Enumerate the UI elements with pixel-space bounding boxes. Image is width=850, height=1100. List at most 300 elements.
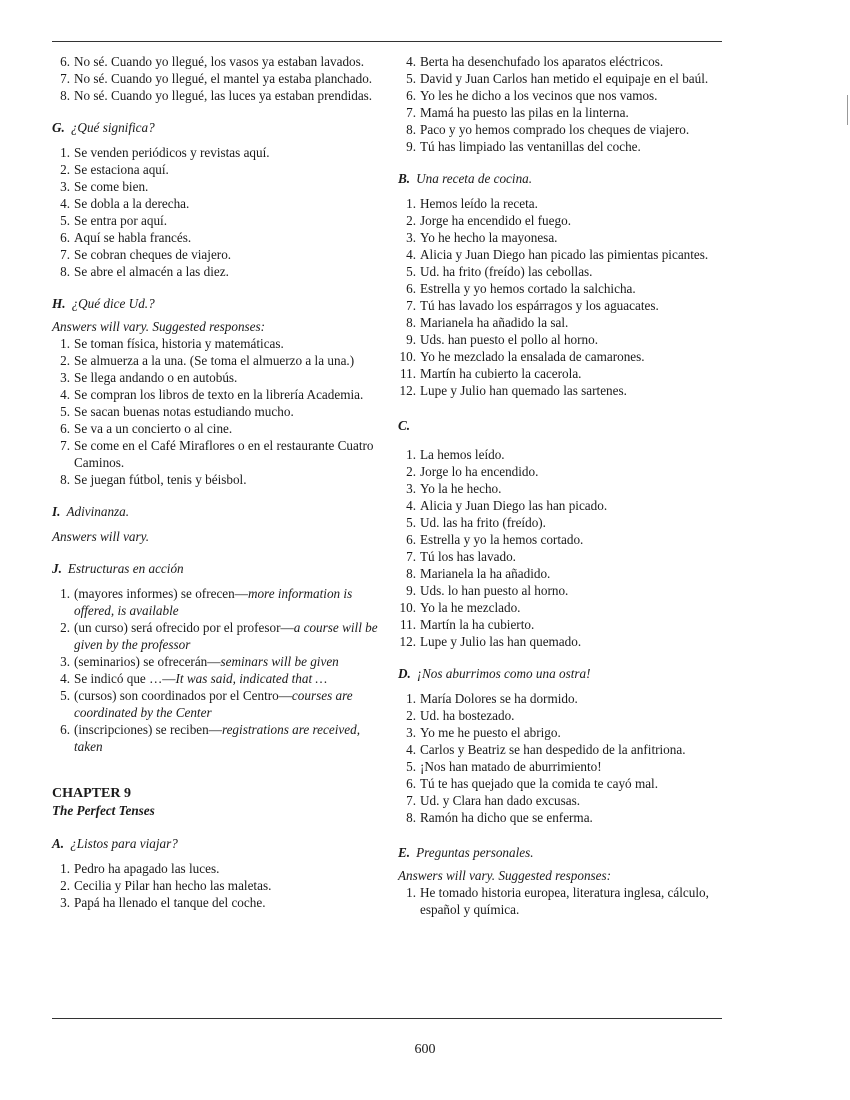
item-english-gloss: a course will be given by the professor (74, 620, 378, 652)
section-j-heading (52, 560, 382, 577)
list-item (398, 280, 723, 297)
item-spanish: Hemos leído la receta. (420, 196, 538, 211)
item-spanish: Lupe y Julio han quemado las sartenes. (420, 383, 627, 398)
list-item (52, 263, 382, 280)
list-item (398, 480, 723, 497)
item-english-gloss: It was said, indicated that … (175, 671, 328, 686)
item-spanish: Tú los has lavado. (420, 549, 516, 564)
item-spanish: Ud. ha bostezado. (420, 708, 515, 723)
item-number: 4. (406, 742, 416, 757)
item-number: 8. (406, 810, 416, 825)
list-item (398, 690, 723, 707)
item-text (420, 104, 723, 121)
item-spanish: Pedro ha apagado las luces. (74, 861, 220, 876)
list-item (52, 87, 382, 104)
item-number: 3. (406, 230, 416, 245)
item-text (420, 690, 723, 707)
section-d-heading (398, 665, 723, 682)
item-text (420, 565, 723, 582)
item-text (420, 480, 723, 497)
item-text (420, 463, 723, 480)
item-number: 8. (406, 566, 416, 581)
section-title: Una receta de cocina. (416, 171, 533, 186)
item-number: 6. (406, 88, 416, 103)
list-item (398, 809, 723, 826)
list-item (52, 335, 382, 352)
item-text (420, 582, 723, 599)
list-item (52, 386, 382, 403)
item-spanish: No sé. Cuando yo llegué, el mantel ya estaba planchado. (74, 71, 373, 86)
item-number: 2. (406, 213, 416, 228)
list-item (52, 687, 382, 721)
chapter-subtitle: The Perfect Tenses (52, 803, 155, 818)
list-item (52, 369, 382, 386)
item-spanish: Se estaciona aquí. (74, 162, 169, 177)
item-number: 4. (60, 387, 70, 402)
list-continued-right (398, 53, 723, 155)
list-item (398, 104, 723, 121)
section-title: ¡Nos aburrimos como una ostra! (416, 666, 591, 681)
list-item (398, 314, 723, 331)
item-text (420, 741, 723, 758)
item-text (74, 263, 382, 280)
list-item (52, 653, 382, 670)
item-number: 12. (399, 383, 416, 398)
item-number: 8. (60, 264, 70, 279)
list-item (52, 246, 382, 263)
list-item (52, 420, 382, 437)
list-item (398, 582, 723, 599)
item-number: 5. (406, 71, 416, 86)
list-item (52, 894, 382, 911)
item-number: 6. (60, 230, 70, 245)
item-spanish: Se venden periódicos y revistas aquí. (74, 145, 270, 160)
item-number: 8. (406, 122, 416, 137)
item-spanish: Jorge ha encendido el fuego. (420, 213, 571, 228)
list-section-a (52, 860, 382, 911)
item-spanish: No sé. Cuando yo llegué, las luces ya estaban prendidas. (74, 88, 373, 103)
section-e-note: Answers will vary. Suggested responses: (398, 868, 612, 883)
item-number: 3. (60, 370, 70, 385)
item-spanish: Alicia y Juan Diego las han picado. (420, 498, 608, 513)
list-item (398, 497, 723, 514)
list-item (52, 670, 382, 687)
item-number: 7. (60, 247, 70, 262)
section-title: Preguntas personales. (416, 845, 534, 860)
section-e-heading (398, 844, 723, 861)
section-letter: B. (398, 171, 411, 186)
item-number: 8. (60, 472, 70, 487)
item-text (420, 297, 723, 314)
section-i-note: Answers will vary. (52, 529, 150, 544)
item-spanish: Yo me he puesto el abrigo. (420, 725, 561, 740)
item-number: 5. (406, 264, 416, 279)
item-number: 6. (60, 54, 70, 69)
item-text (74, 87, 382, 104)
item-number: 6. (406, 532, 416, 547)
list-item (52, 70, 382, 87)
item-spanish: Carlos y Beatriz se han despedido de la anfitriona. (420, 742, 686, 757)
list-item (398, 212, 723, 229)
item-text (420, 212, 723, 229)
item-spanish: Marianela la ha añadido. (420, 566, 551, 581)
item-number: 6. (406, 281, 416, 296)
item-number: 4. (406, 54, 416, 69)
item-spanish: (un curso) será ofrecido por el profesor— (74, 620, 294, 635)
item-spanish: Ramón ha dicho que se enferma. (420, 810, 593, 825)
item-number: 2. (60, 162, 70, 177)
list-item (398, 633, 723, 650)
item-spanish: Se come bien. (74, 179, 149, 194)
list-section-j (52, 585, 382, 755)
item-text (420, 121, 723, 138)
item-text (74, 195, 382, 212)
section-letter: C. (398, 418, 411, 433)
list-item (398, 229, 723, 246)
item-text (74, 894, 382, 911)
section-title: Adivinanza. (66, 504, 130, 519)
list-section-g (52, 144, 382, 280)
list-item (52, 229, 382, 246)
item-spanish: Se almuerza a la una. (Se toma el almuerzo a la una.) (74, 353, 355, 368)
item-text (420, 263, 723, 280)
page-number: 600 (414, 1042, 436, 1057)
item-text (420, 195, 723, 212)
item-number: 7. (60, 71, 70, 86)
item-spanish: Tú has limpiado las ventanillas del coche. (420, 139, 641, 154)
section-letter: E. (398, 845, 411, 860)
item-number: 3. (406, 481, 416, 496)
list-continued-left (52, 53, 382, 104)
item-number: 9. (406, 583, 416, 598)
section-c-heading (398, 417, 723, 434)
item-number: 3. (60, 895, 70, 910)
item-number: 2. (60, 620, 70, 635)
item-text (74, 860, 382, 877)
item-number: 2. (60, 353, 70, 368)
item-text (420, 87, 723, 104)
item-number: 2. (406, 708, 416, 723)
list-section-d (398, 690, 723, 826)
item-spanish: (cursos) son coordinados por el Centro— (74, 688, 292, 703)
item-spanish: La hemos leído. (420, 447, 505, 462)
item-number: 6. (60, 722, 70, 737)
item-number: 8. (406, 315, 416, 330)
item-text (74, 670, 382, 687)
item-text (420, 548, 723, 565)
list-item (398, 565, 723, 582)
list-item (52, 352, 382, 369)
scan-margin-mark (847, 95, 848, 125)
item-text (74, 420, 382, 437)
item-text (74, 437, 382, 471)
item-spanish: Berta ha desenchufado los aparatos eléctricos. (420, 54, 664, 69)
item-number: 6. (60, 421, 70, 436)
section-b-heading (398, 170, 723, 187)
item-spanish: Se sacan buenas notas estudiando mucho. (74, 404, 294, 419)
right-column (398, 53, 723, 918)
list-item (52, 144, 382, 161)
item-text (420, 348, 723, 365)
item-number: 7. (60, 438, 70, 453)
item-number: 7. (406, 105, 416, 120)
item-number: 9. (406, 139, 416, 154)
item-text (420, 365, 723, 382)
list-item (398, 297, 723, 314)
item-spanish: Se dobla a la derecha. (74, 196, 190, 211)
list-section-b (398, 195, 723, 399)
item-spanish: Estrella y yo la hemos cortado. (420, 532, 584, 547)
item-spanish: Papá ha llenado el tanque del coche. (74, 895, 266, 910)
item-spanish: Uds. lo han puesto al horno. (420, 583, 569, 598)
section-letter: H. (52, 296, 66, 311)
item-spanish: Tú has lavado los espárragos y los aguacates. (420, 298, 659, 313)
list-section-e (398, 884, 723, 918)
list-item (398, 599, 723, 616)
item-number: 9. (406, 332, 416, 347)
item-text (74, 161, 382, 178)
item-text (74, 178, 382, 195)
item-text (74, 144, 382, 161)
item-spanish: (inscripciones) se reciben— (74, 722, 222, 737)
list-item (398, 446, 723, 463)
item-text (74, 721, 382, 755)
item-text (74, 471, 382, 488)
item-spanish: Alicia y Juan Diego han picado las pimientas picantes. (420, 247, 709, 262)
list-item (52, 437, 382, 471)
item-text (420, 314, 723, 331)
list-item (52, 877, 382, 894)
item-text (420, 446, 723, 463)
item-number: 1. (406, 691, 416, 706)
item-number: 4. (60, 196, 70, 211)
item-number: 5. (406, 759, 416, 774)
list-item (398, 263, 723, 280)
item-spanish: Se toman física, historia y matemáticas. (74, 336, 284, 351)
item-text (74, 70, 382, 87)
list-item (52, 721, 382, 755)
left-column (52, 53, 382, 911)
list-item (398, 246, 723, 263)
list-item (398, 884, 723, 918)
item-text (74, 585, 382, 619)
item-spanish: Se come en el Café Miraflores o en el restaurante Cuatro Caminos. (74, 438, 374, 470)
item-text (74, 352, 382, 369)
list-item (398, 741, 723, 758)
item-spanish: Yo la he hecho. (420, 481, 502, 496)
item-spanish: Cecilia y Pilar han hecho las maletas. (74, 878, 272, 893)
list-item (52, 619, 382, 653)
item-text (420, 514, 723, 531)
item-text (420, 138, 723, 155)
section-title: ¿Listos para viajar? (70, 836, 178, 851)
list-item (398, 53, 723, 70)
item-text (74, 877, 382, 894)
item-spanish: Tú te has quejado que la comida te cayó mal. (420, 776, 659, 791)
list-item (398, 382, 723, 399)
item-number: 5. (60, 404, 70, 419)
list-section-h (52, 335, 382, 488)
item-text (74, 369, 382, 386)
list-item (398, 758, 723, 775)
chapter-heading: CHAPTER 9 (52, 786, 131, 801)
section-h-heading (52, 295, 382, 312)
item-spanish: (mayores informes) se ofrecen— (74, 586, 248, 601)
list-item (398, 463, 723, 480)
item-text (74, 212, 382, 229)
item-text (420, 809, 723, 826)
list-item (398, 514, 723, 531)
list-item (398, 70, 723, 87)
list-item (52, 53, 382, 70)
section-letter: G. (52, 120, 65, 135)
item-text (420, 724, 723, 741)
section-letter: J. (52, 561, 62, 576)
list-item (398, 138, 723, 155)
list-item (398, 121, 723, 138)
item-spanish: (seminarios) se ofrecerán— (74, 654, 221, 669)
list-item (52, 178, 382, 195)
item-spanish: Ud. ha frito (freído) las cebollas. (420, 264, 593, 279)
item-spanish: Mamá ha puesto las pilas en la linterna. (420, 105, 629, 120)
section-h-note: Answers will vary. Suggested responses: (52, 319, 266, 334)
item-text (420, 792, 723, 809)
list-item (398, 531, 723, 548)
list-item (52, 195, 382, 212)
section-title: Estructuras en acción (67, 561, 184, 576)
item-spanish: Uds. han puesto el pollo al horno. (420, 332, 599, 347)
section-a-heading (52, 835, 382, 852)
item-text (420, 758, 723, 775)
list-item (52, 212, 382, 229)
item-number: 4. (60, 671, 70, 686)
item-spanish: Se cobran cheques de viajero. (74, 247, 232, 262)
item-spanish: Jorge lo ha encendido. (420, 464, 539, 479)
item-text (420, 246, 723, 263)
list-item (398, 87, 723, 104)
section-letter: A. (52, 836, 65, 851)
list-item (52, 403, 382, 420)
list-item (398, 348, 723, 365)
item-number: 3. (60, 179, 70, 194)
item-spanish: Se juegan fútbol, tenis y béisbol. (74, 472, 247, 487)
item-number: 7. (406, 793, 416, 808)
item-number: 1. (60, 336, 70, 351)
item-spanish: Yo he mezclado la ensalada de camarones. (420, 349, 645, 364)
list-item (398, 548, 723, 565)
item-number: 11. (400, 366, 416, 381)
list-item (52, 585, 382, 619)
item-number: 3. (60, 654, 70, 669)
item-number: 2. (60, 878, 70, 893)
list-item (398, 775, 723, 792)
item-number: 10. (399, 600, 416, 615)
item-text (420, 53, 723, 70)
item-number: 1. (406, 196, 416, 211)
item-number: 10. (399, 349, 416, 364)
item-number: 7. (406, 298, 416, 313)
item-number: 5. (60, 213, 70, 228)
item-number: 1. (60, 861, 70, 876)
item-number: 1. (406, 447, 416, 462)
item-text (420, 497, 723, 514)
item-spanish: Lupe y Julio las han quemado. (420, 634, 582, 649)
item-text (420, 884, 723, 918)
list-item (52, 161, 382, 178)
item-text (420, 616, 723, 633)
item-number: 4. (406, 247, 416, 262)
list-item (52, 471, 382, 488)
section-g-heading (52, 119, 382, 136)
item-spanish: Se compran los libros de texto en la librería Academia. (74, 387, 364, 402)
item-text (74, 403, 382, 420)
item-number: 4. (406, 498, 416, 513)
item-spanish: Se entra por aquí. (74, 213, 168, 228)
item-text (420, 382, 723, 399)
item-text (74, 335, 382, 352)
section-letter: I. (52, 504, 61, 519)
item-english-gloss: seminars will be given (220, 654, 339, 669)
item-spanish: Yo les he dicho a los vecinos que nos vamos. (420, 88, 658, 103)
item-text (420, 280, 723, 297)
item-text (420, 70, 723, 87)
item-text (420, 707, 723, 724)
item-number: 8. (60, 88, 70, 103)
item-spanish: Se llega andando o en autobús. (74, 370, 238, 385)
item-number: 6. (406, 776, 416, 791)
section-letter: D. (398, 666, 411, 681)
item-spanish: ¡Nos han matado de aburrimiento! (420, 759, 602, 774)
item-number: 7. (406, 549, 416, 564)
list-item (398, 195, 723, 212)
list-item (398, 331, 723, 348)
item-text (420, 331, 723, 348)
item-number: 3. (406, 725, 416, 740)
item-text (74, 653, 382, 670)
item-number: 12. (399, 634, 416, 649)
top-rule (52, 41, 722, 42)
item-english-gloss: registrations are received, taken (74, 722, 361, 754)
item-english-gloss: more information is offered, is available (74, 586, 353, 618)
item-text (74, 229, 382, 246)
list-item (398, 792, 723, 809)
item-text (74, 619, 382, 653)
item-spanish: He tomado historia europea, literatura inglesa, cálculo, español y química. (420, 885, 709, 917)
item-spanish: David y Juan Carlos han metido el equipaje en el baúl. (420, 71, 709, 86)
item-spanish: Estrella y yo hemos cortado la salchicha. (420, 281, 636, 296)
item-spanish: Martín la ha cubierto. (420, 617, 535, 632)
item-spanish: Yo la he mezclado. (420, 600, 521, 615)
item-spanish: Paco y yo hemos comprado los cheques de viajero. (420, 122, 690, 137)
item-number: 2. (406, 464, 416, 479)
section-title: ¿Qué significa? (70, 120, 155, 135)
item-spanish: Yo he hecho la mayonesa. (420, 230, 558, 245)
item-number: 1. (406, 885, 416, 900)
item-number: 11. (400, 617, 416, 632)
item-english-gloss: courses are coordinated by the Center (74, 688, 353, 720)
list-item (398, 616, 723, 633)
bottom-rule (52, 1018, 722, 1019)
item-text (74, 687, 382, 721)
item-number: 1. (60, 145, 70, 160)
item-number: 5. (60, 688, 70, 703)
item-text (420, 775, 723, 792)
list-item (398, 365, 723, 382)
item-spanish: Se abre el almacén a las diez. (74, 264, 229, 279)
item-text (74, 53, 382, 70)
item-text (420, 229, 723, 246)
item-spanish: Ud. las ha frito (freído). (420, 515, 546, 530)
